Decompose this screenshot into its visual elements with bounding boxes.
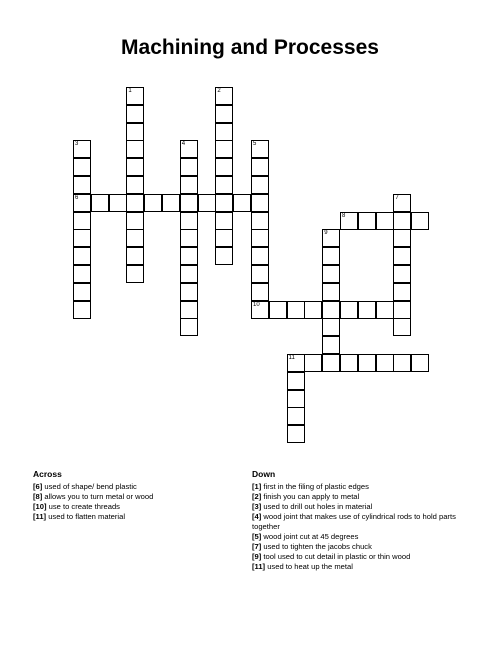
clue-number: [11] — [33, 512, 47, 521]
down-clue — [252, 562, 472, 572]
clue-number: [2] — [252, 492, 262, 501]
grid-cell[interactable] — [73, 194, 91, 212]
grid-cell[interactable] — [358, 212, 376, 230]
grid-cell[interactable] — [73, 301, 91, 319]
grid-cell[interactable] — [73, 140, 91, 158]
grid-cell[interactable] — [215, 176, 233, 194]
grid-cell[interactable] — [73, 247, 91, 265]
grid-cell[interactable] — [126, 265, 144, 283]
cell-number: 2 — [217, 88, 221, 94]
grid-cell[interactable] — [126, 212, 144, 230]
grid-cell[interactable] — [126, 105, 144, 123]
grid-cell[interactable] — [287, 390, 305, 408]
grid-cell[interactable] — [126, 87, 144, 105]
grid-cell[interactable] — [304, 354, 322, 372]
grid-cell[interactable] — [251, 194, 269, 212]
grid-cell[interactable] — [215, 87, 233, 105]
cell-number: 4 — [181, 141, 186, 148]
cell-number: 11 — [288, 355, 295, 361]
down-clue — [252, 532, 472, 542]
clue-text: used to heat up the metal — [265, 562, 353, 571]
grid-cell[interactable] — [287, 372, 305, 390]
grid-cell[interactable] — [126, 247, 144, 265]
across-clue — [33, 492, 233, 502]
grid-cell[interactable] — [73, 283, 91, 301]
down-clues — [252, 469, 472, 572]
grid-cell[interactable] — [393, 194, 411, 212]
clue-text: first in the filing of plastic edges — [261, 482, 369, 491]
grid-cell[interactable] — [251, 176, 269, 194]
grid-cell[interactable] — [73, 265, 91, 283]
grid-cell[interactable] — [358, 354, 376, 372]
grid-cell[interactable] — [198, 194, 216, 212]
grid-cell[interactable] — [393, 283, 411, 301]
clue-number: [11] — [252, 562, 266, 571]
grid-cell[interactable] — [180, 283, 198, 301]
grid-cell[interactable] — [358, 301, 376, 319]
down-clue — [252, 552, 472, 562]
grid-cell[interactable] — [251, 212, 269, 230]
down-heading: Down — [252, 469, 276, 479]
clue-text: used of shape/ bend plastic — [42, 482, 137, 491]
grid-cell[interactable] — [180, 247, 198, 265]
grid-cell[interactable] — [340, 212, 358, 230]
grid-cell[interactable] — [376, 301, 394, 319]
grid-cell[interactable] — [287, 407, 305, 425]
cell-number: 7 — [395, 194, 399, 201]
grid-cell[interactable] — [340, 301, 358, 319]
grid-cell[interactable] — [73, 212, 91, 230]
cell-number: 9 — [324, 230, 328, 237]
grid-cell[interactable] — [73, 158, 91, 176]
grid-cell[interactable] — [304, 301, 322, 319]
grid-cell[interactable] — [376, 354, 394, 372]
clue-number: [5] — [252, 532, 262, 541]
grid-cell[interactable] — [180, 212, 198, 230]
grid-cell[interactable] — [269, 301, 287, 319]
grid-cell[interactable] — [180, 140, 198, 158]
clue-text: used to drill out holes in material — [261, 502, 373, 511]
grid-cell[interactable] — [109, 194, 127, 212]
grid-cell[interactable] — [393, 212, 411, 230]
grid-cell[interactable] — [411, 354, 429, 372]
clue-number: [8] — [33, 492, 43, 501]
grid-cell[interactable] — [126, 123, 144, 141]
clue-number: [7] — [252, 542, 262, 551]
clue-text: finish you can apply to metal — [261, 492, 360, 501]
clue-text: wood joint cut at 45 degrees — [261, 532, 359, 541]
grid-cell[interactable] — [393, 247, 411, 265]
grid-cell[interactable] — [215, 194, 233, 212]
clue-text: wood joint that makes use of cylindrical rods to hold parts together — [252, 512, 456, 531]
clue-number: [9] — [252, 552, 262, 561]
grid-cell[interactable] — [322, 283, 340, 301]
grid-cell[interactable] — [215, 247, 233, 265]
clue-text: allows you to turn metal or wood — [42, 492, 154, 501]
grid-cell[interactable] — [411, 212, 429, 230]
grid-cell[interactable] — [251, 283, 269, 301]
grid-cell[interactable] — [287, 425, 305, 443]
grid-cell[interactable] — [126, 176, 144, 194]
grid-cell[interactable] — [180, 194, 198, 212]
across-clue — [33, 512, 233, 522]
across-clues — [33, 469, 233, 522]
grid-cell[interactable] — [215, 158, 233, 176]
grid-cell[interactable] — [376, 212, 394, 230]
grid-cell[interactable] — [144, 194, 162, 212]
grid-cell[interactable] — [126, 158, 144, 176]
grid-cell[interactable] — [162, 194, 180, 212]
grid-cell[interactable] — [322, 247, 340, 265]
down-clue — [252, 492, 472, 502]
grid-cell[interactable] — [126, 194, 144, 212]
grid-cell[interactable] — [215, 105, 233, 123]
grid-cell[interactable] — [393, 354, 411, 372]
grid-cell[interactable] — [180, 229, 198, 247]
grid-cell[interactable] — [180, 158, 198, 176]
grid-cell[interactable] — [322, 336, 340, 354]
across-clue-list — [33, 482, 233, 522]
down-clue — [252, 482, 472, 492]
cell-number: 10 — [253, 301, 260, 308]
clue-number: [6] — [33, 482, 43, 491]
clue-number: [3] — [252, 502, 262, 511]
grid-cell[interactable] — [251, 265, 269, 283]
grid-cell[interactable] — [393, 318, 411, 336]
clue-text: use to create threads — [46, 502, 120, 511]
grid-cell[interactable] — [233, 194, 251, 212]
clue-number: [10] — [33, 502, 47, 511]
across-clue — [33, 502, 233, 512]
grid-cell[interactable] — [322, 265, 340, 283]
grid-cell[interactable] — [73, 176, 91, 194]
grid-cell[interactable] — [180, 265, 198, 283]
grid-cell[interactable] — [91, 194, 109, 212]
grid-cell[interactable] — [287, 301, 305, 319]
grid-cell[interactable] — [340, 354, 358, 372]
grid-cell[interactable] — [180, 301, 198, 319]
grid-cell[interactable] — [215, 229, 233, 247]
grid-cell[interactable] — [73, 229, 91, 247]
cell-number: 5 — [253, 141, 257, 148]
grid-cell[interactable] — [322, 301, 340, 319]
grid-cell[interactable] — [322, 354, 340, 372]
grid-cell[interactable] — [251, 229, 269, 247]
cell-number: 6 — [75, 194, 79, 201]
grid-cell[interactable] — [126, 229, 144, 247]
grid-cell[interactable] — [393, 229, 411, 247]
grid-cell[interactable] — [251, 301, 269, 319]
grid-cell[interactable] — [215, 140, 233, 158]
clue-number: [1] — [252, 482, 262, 491]
clue-text: used to flatten material — [46, 512, 126, 521]
clue-text: used to tighten the jacobs chuck — [261, 542, 372, 551]
grid-cell[interactable] — [180, 176, 198, 194]
cell-number: 8 — [342, 212, 346, 219]
down-clue — [252, 512, 472, 532]
grid-cell[interactable] — [251, 158, 269, 176]
cell-number: 1 — [128, 88, 132, 94]
grid-cell[interactable] — [251, 140, 269, 158]
cell-number: 3 — [75, 141, 79, 148]
grid-cell[interactable] — [287, 354, 305, 372]
down-clue-list — [252, 482, 472, 572]
down-clue — [252, 542, 472, 552]
clue-number: [4] — [252, 512, 262, 521]
puzzle-title: Machining and Processes — [121, 36, 379, 59]
grid-cell[interactable] — [215, 212, 233, 230]
grid-cell[interactable] — [126, 140, 144, 158]
clue-text: tool used to cut detail in plastic or thin wood — [261, 552, 411, 561]
across-clue — [33, 482, 233, 492]
grid-cell[interactable] — [322, 318, 340, 336]
across-heading: Across — [33, 469, 62, 479]
grid-cell[interactable] — [180, 318, 198, 336]
grid-cell[interactable] — [322, 229, 340, 247]
down-clue — [252, 502, 472, 512]
grid-cell[interactable] — [393, 301, 411, 319]
grid-cell[interactable] — [215, 123, 233, 141]
grid-cell[interactable] — [251, 247, 269, 265]
grid-cell[interactable] — [393, 265, 411, 283]
